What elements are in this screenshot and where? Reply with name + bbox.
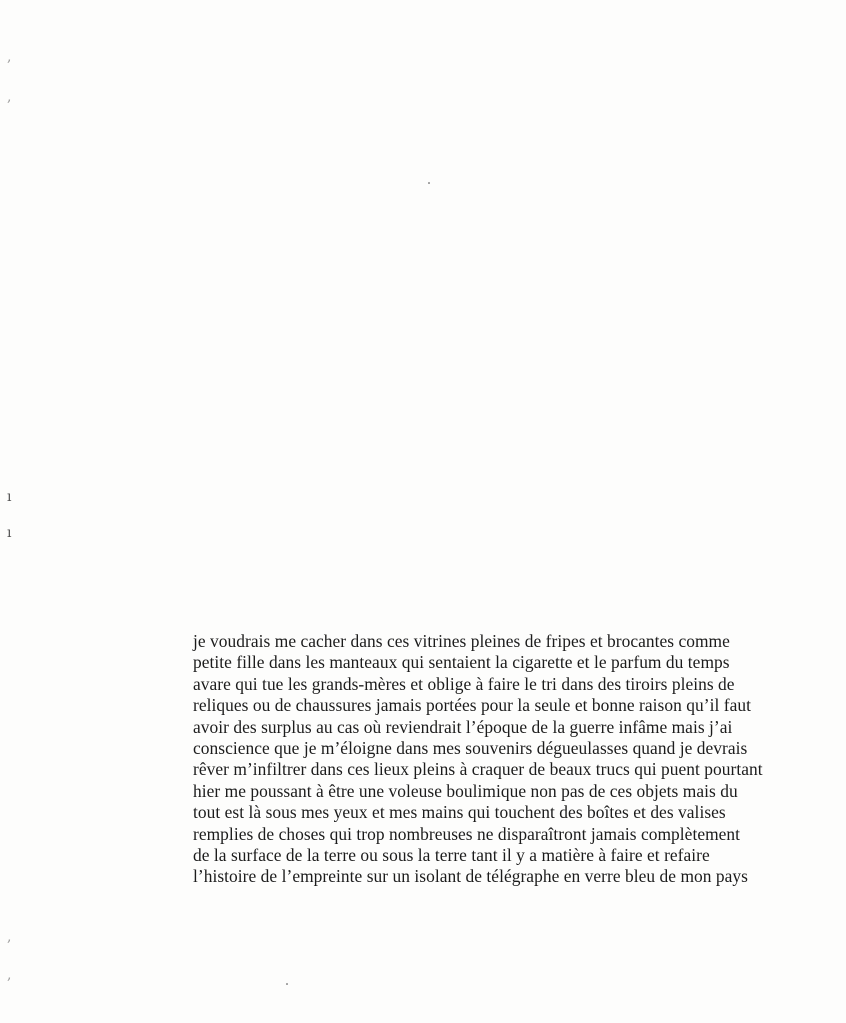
poem-line: reliques ou de chaussures jamais portées pour la seule et bonne raison qu’il faut [193, 695, 751, 716]
poem-line: remplies de choses qui trop nombreuses ne disparaîtront jamais complètement [193, 823, 741, 844]
poem-line: tout est là sous mes yeux et mes mains qui touchent des boîtes et des valises [193, 802, 726, 823]
dust-speck [286, 983, 288, 985]
poem-line: hier me poussant à être une voleuse boulimique non pas de ces objets mais du [193, 780, 738, 801]
binding-mark: , [7, 49, 12, 65]
poem-line: je voudrais me cacher dans ces vitrines pleines de fripes et brocantes comme [193, 631, 730, 651]
poem-line: avare qui tue les grands-mères et oblige à faire le tri dans des tiroirs pleins de [193, 673, 735, 694]
dust-speck [428, 182, 430, 184]
poem-line: avoir des surplus au cas où reviendrait l’époque de la guerre infâme mais j’ai [193, 716, 733, 737]
poem-line: petite fille dans les manteaux qui sentaient la cigarette et le parfum du temps [193, 652, 730, 673]
poem-line: rêver m’infiltrer dans ces lieux pleins à craquer de beaux trucs qui puent pourtant [193, 759, 763, 780]
binding-mark: , [7, 967, 12, 983]
poem-text-block [193, 631, 793, 888]
poem-line: l’histoire de l’empreinte sur un isolant de télégraphe en verre bleu de mon pays [193, 866, 748, 887]
poem-line: de la surface de la terre ou sous la terre tant il y a matière à faire et refaire [193, 845, 710, 866]
binding-mark: , [7, 929, 12, 945]
binding-mark: ı [7, 525, 12, 541]
binding-mark: ı [7, 489, 12, 505]
poem-line: conscience que je m’éloigne dans mes souvenirs dégueulasses quand je devrais [193, 738, 748, 759]
binding-mark: , [7, 89, 12, 105]
